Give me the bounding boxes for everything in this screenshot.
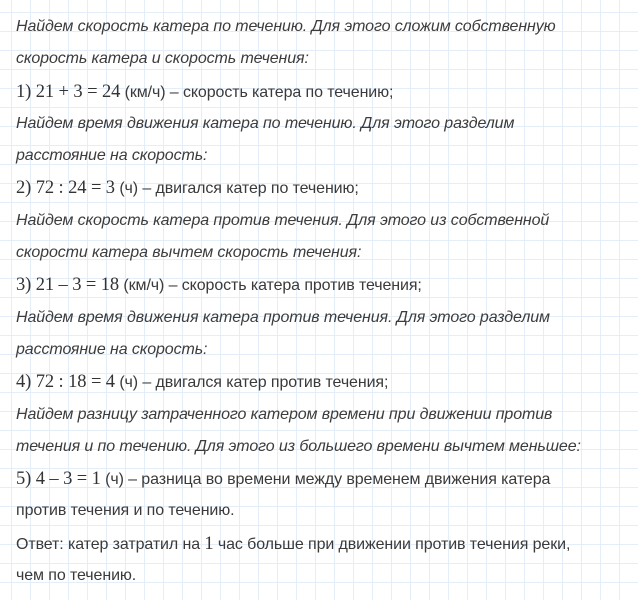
explanation-line: течения и по течению. Для этого из большего времени вычтем меньшее: bbox=[16, 437, 581, 455]
plain-line: против течения и по течению. bbox=[16, 502, 235, 520]
explanation-line: скорость катера и скорость течения: bbox=[16, 50, 309, 68]
step-expression: 5) 4 – 3 = 1 bbox=[16, 469, 101, 490]
step-text: (км/ч) – скорость катера против течения; bbox=[119, 277, 422, 295]
solution-document bbox=[16, 11, 636, 592]
step-text: (ч) – разница во времени между временем движения катера bbox=[100, 471, 551, 489]
answer-line bbox=[16, 528, 636, 560]
explanation-line: Найдем время движения катера против течения. Для этого разделим bbox=[16, 308, 550, 326]
explanation-line: расстояние на скорость: bbox=[16, 147, 208, 165]
explanation-line: Найдем разницу затраченного катером времени при движении против bbox=[16, 405, 553, 423]
step-expression: 1) 21 + 3 = 24 bbox=[16, 81, 121, 102]
step-line-1 bbox=[16, 76, 636, 108]
explanation-line: Найдем скорость катера по течению. Для этого сложим собственную bbox=[16, 18, 556, 35]
explanation-line: скорости катера вычтем скорость течения: bbox=[16, 244, 362, 262]
step-text: (км/ч) – скорость катера по течению; bbox=[120, 83, 394, 101]
step-text: (ч) – двигался катер против течения; bbox=[114, 374, 389, 392]
answer-value: 1 bbox=[204, 533, 214, 554]
step-line-2 bbox=[16, 172, 636, 204]
step-expression: 4) 72 : 18 = 4 bbox=[16, 372, 115, 393]
plain-line: чем по течению. bbox=[16, 567, 137, 585]
explanation-line: Найдем время движения катера по течению. Для этого разделим bbox=[16, 114, 515, 132]
step-expression: 2) 72 : 24 = 3 bbox=[16, 178, 115, 199]
explanation-line: Найдем скорость катера против течения. Для этого из собственной bbox=[16, 211, 550, 229]
step-text: (ч) – двигался катер по течению; bbox=[114, 180, 359, 198]
answer-suffix: час больше при движении против течения реки, bbox=[213, 535, 571, 553]
step-expression: 3) 21 – 3 = 18 bbox=[16, 275, 120, 296]
step-line-5 bbox=[16, 463, 636, 495]
explanation-line: расстояние на скорость: bbox=[16, 340, 208, 358]
step-line-3 bbox=[16, 269, 636, 301]
answer-prefix: Ответ: катер затратил на bbox=[16, 535, 205, 553]
step-line-4 bbox=[16, 366, 636, 398]
